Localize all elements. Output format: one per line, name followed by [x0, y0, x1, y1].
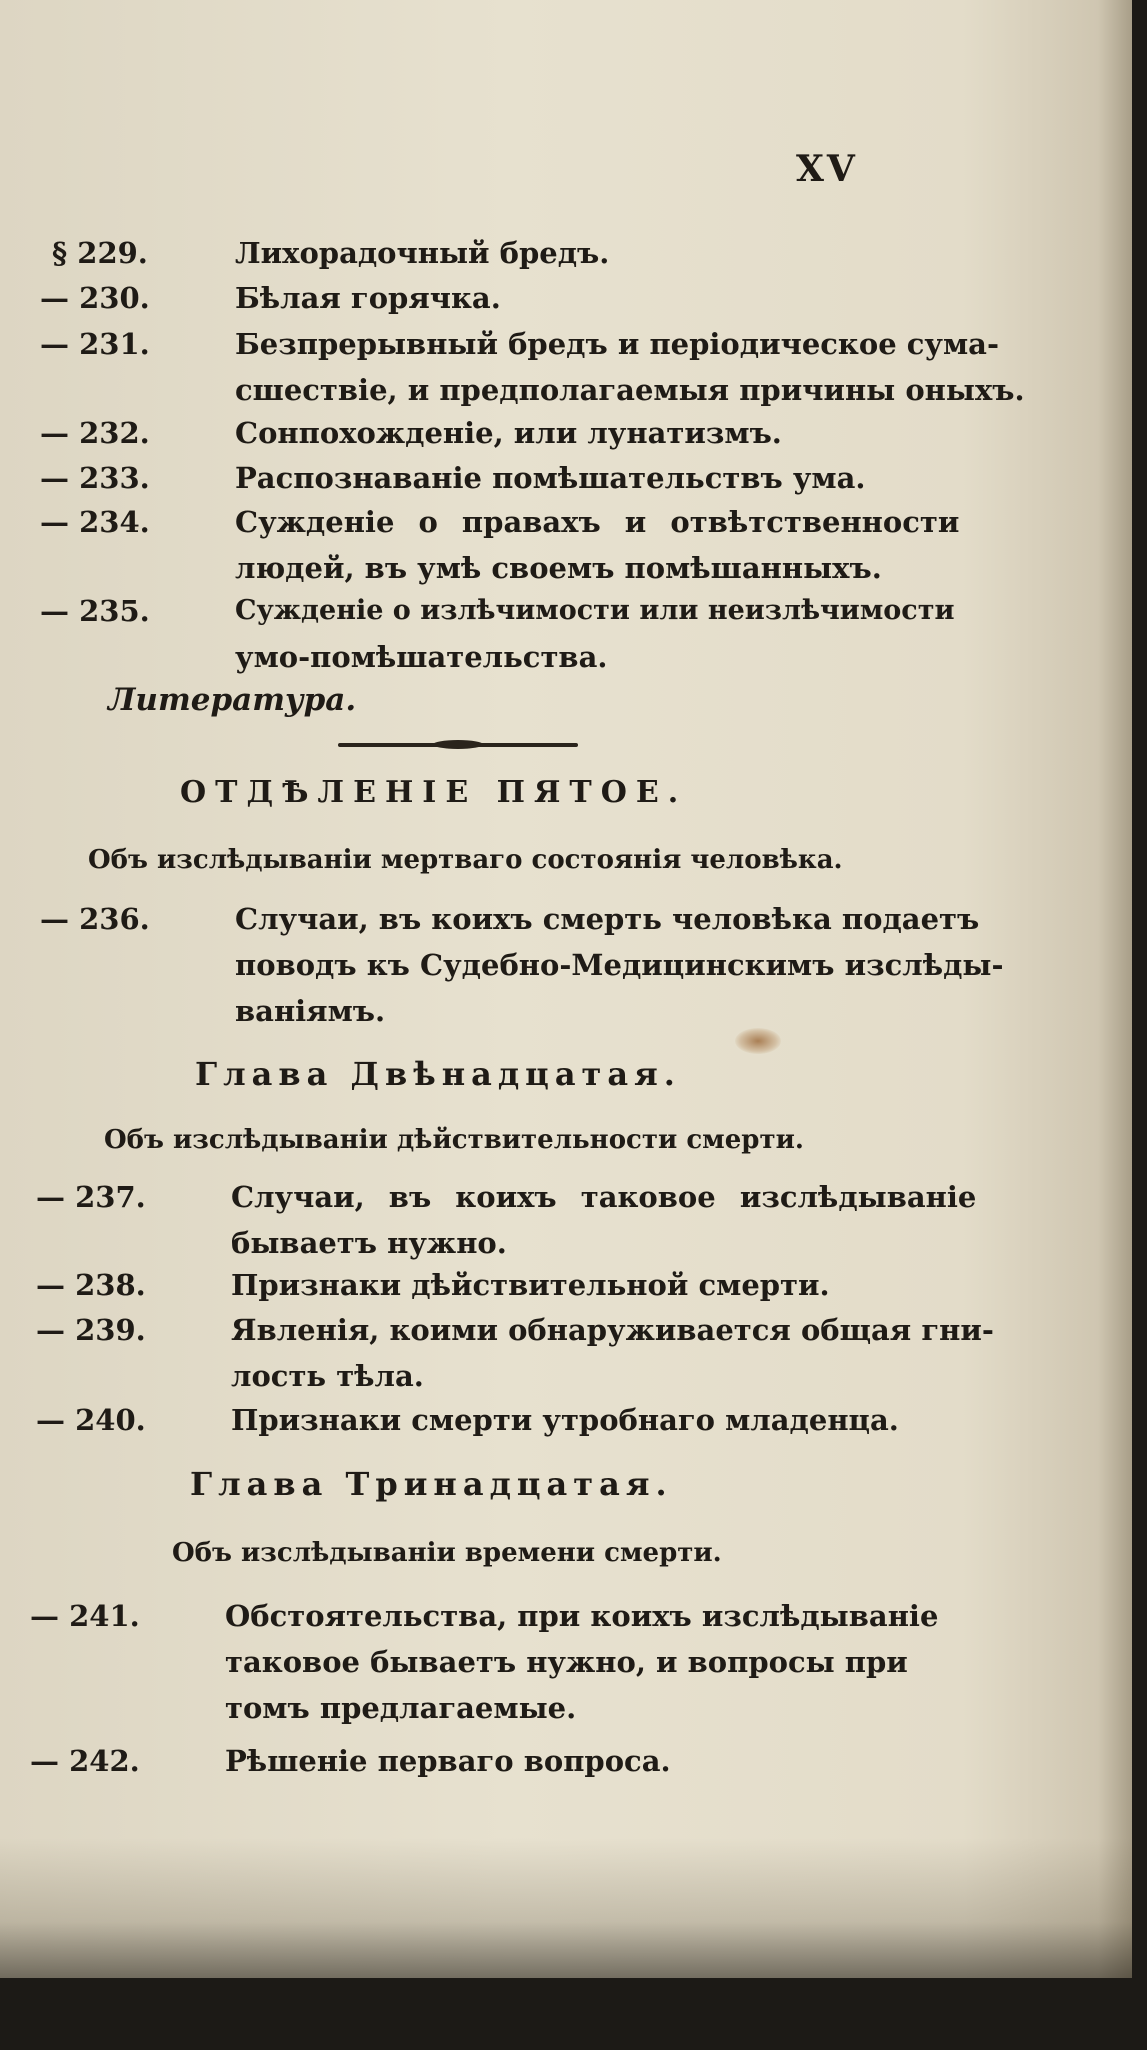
entry-text: Распознаваніе помѣшательствъ ума. [235, 461, 866, 495]
entry-number: — 235. [40, 594, 150, 628]
entry-text: Признаки смерти утробнаго младенца. [231, 1403, 899, 1437]
entry-number: — 231. [40, 327, 150, 361]
chapter-13-title: Глава Тринадцатая. [190, 1465, 673, 1503]
ornamental-rule [338, 743, 578, 747]
entry-number: — 234. [40, 505, 150, 539]
chapter-13-subtitle: Объ изслѣдываніи времени смерти. [172, 1538, 722, 1568]
entry-number: — 233. [40, 461, 150, 495]
entry-number: — 232. [40, 416, 150, 450]
entry-text-cont: умо-помѣшательства. [235, 640, 608, 674]
section-subtitle: Объ изслѣдываніи мертваго состоянія человѣка. [88, 845, 843, 875]
entry-text-cont: сшествіе, и предполагаемыя причины оныхъ. [235, 373, 1025, 407]
entry-text: Лихорадочный бредъ. [235, 236, 610, 270]
entry-text: Обстоятельства, при коихъ изслѣдываніе [225, 1599, 939, 1633]
chapter-12-title: Глава Двѣнадцатая. [195, 1055, 681, 1093]
literature-label: Литература. [108, 682, 357, 718]
entry-text-cont: ваніямъ. [235, 994, 386, 1028]
entry-text: Бѣлая горячка. [235, 281, 501, 315]
entry-text: Случаи, въ коихъ таковое изслѣдываніе [231, 1180, 977, 1214]
entry-text-cont: людей, въ умѣ своемъ помѣшанныхъ. [235, 551, 882, 585]
entry-number: — 242. [30, 1744, 140, 1778]
entry-number: — 238. [36, 1268, 146, 1302]
section-title: ОТДѢЛЕНІЕ ПЯТОЕ. [180, 775, 688, 810]
entry-text: Случаи, въ коихъ смерть человѣка подаетъ [235, 902, 980, 936]
entry-text: Сужденіе о правахъ и отвѣтственности [235, 505, 960, 539]
paper-stain [735, 1028, 781, 1054]
entry-number: — 240. [36, 1403, 146, 1437]
entry-text: Признаки дѣйствительной смерти. [231, 1268, 830, 1302]
entry-text-cont: поводъ къ Судебно-Медицинскимъ изслѣды- [235, 948, 1004, 982]
entry-text-cont: лость тѣла. [231, 1359, 424, 1393]
page-number: XV [796, 148, 858, 190]
entry-text: Явленія, коими обнаруживается общая гни- [231, 1313, 994, 1347]
entry-text-cont: бываетъ нужно. [231, 1226, 507, 1260]
entry-text: Сужденіе о излѣчимости или неизлѣчимости [235, 595, 955, 626]
entry-number: § 229. [52, 236, 148, 270]
entry-number: — 237. [36, 1180, 146, 1214]
entry-number: — 236. [40, 902, 150, 936]
entry-number: — 230. [40, 281, 150, 315]
entry-text: Рѣшеніе перваго вопроса. [225, 1744, 671, 1778]
entry-text: Безпрерывный бредъ и періодическое сума- [235, 327, 999, 361]
entry-text-cont: таковое бываетъ нужно, и вопросы при [225, 1645, 908, 1679]
entry-number: — 241. [30, 1599, 140, 1633]
chapter-12-subtitle: Объ изслѣдываніи дѣйствительности смерти. [104, 1125, 804, 1155]
entry-text: Сонпохожденіе, или лунатизмъ. [235, 416, 782, 450]
entry-number: — 239. [36, 1313, 146, 1347]
entry-text-cont: томъ предлагаемые. [225, 1691, 577, 1725]
